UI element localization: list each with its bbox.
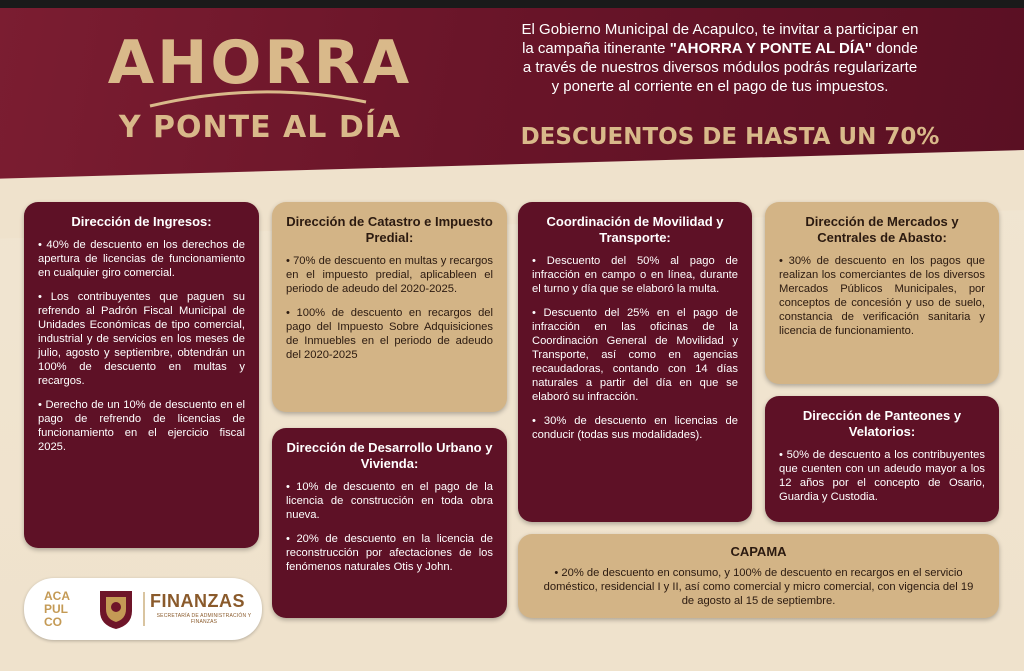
swoosh-decoration xyxy=(148,86,368,108)
card-capama xyxy=(518,534,999,618)
intro-part2: donde a través de nuestros diversos módulos podrás regularizarte y ponerte al corriente en el pago de tus impuestos. xyxy=(522,40,918,95)
card-catastro xyxy=(272,202,507,412)
intro-text xyxy=(520,20,920,96)
logo-divider xyxy=(143,592,145,626)
finanzas-subtitle: SECRETARÍA DE ADMINISTRACIÓN Y FINANZAS xyxy=(156,613,252,625)
card-item: • Los contribuyentes que paguen su refrendo al Padrón Fiscal Municipal de Unidades Económicas de tipo comercial, industrial y de servicios en los meses de julio, agosto y septiembre, obtendrán un 100% de descuento en multas y recargos. xyxy=(38,291,245,387)
card-title: Dirección de Catastro e Impuesto Predial: xyxy=(286,214,493,245)
card-movilidad xyxy=(518,202,752,522)
card-ingresos xyxy=(24,202,259,548)
card-title: Dirección de Ingresos: xyxy=(71,214,212,229)
intro-campaign-name: "AHORRA Y PONTE AL DÍA" xyxy=(669,40,872,57)
card-panteones xyxy=(765,396,999,522)
top-border xyxy=(0,0,1024,8)
card-item: • Derecho de un 10% de descuento en el pago de refrendo de licencias de funcionamiento en el ejercicio fiscal 2025. xyxy=(38,399,245,453)
card-mercados xyxy=(765,202,999,384)
intro-part1: El Gobierno Municipal de Acapulco, te invitar a participar en la campaña itinerante xyxy=(521,21,919,57)
card-item: • 70% de descuento en multas y recargos en el impuesto predial, aplicableen el periodo de adeudo del 2020-2025. xyxy=(286,255,493,295)
card-desarrollo xyxy=(272,428,507,618)
finanzas-brand: FINANZAS xyxy=(150,591,245,611)
wordmark-line: ACA xyxy=(44,589,70,603)
card-item: • Descuento del 50% al pago de infracción en campo o en línea, durante el turno y día que se elaboró la multa. xyxy=(532,255,738,295)
card-item: • 50% de descuento a los contribuyentes que cuenten con un adeudo mayor a los 12 años por el concepto de Osario, Guardia y Custodia. xyxy=(779,449,985,503)
card-item: • 30% de descuento en los pagos que realizan los comerciantes de los diversos Mercados Públicos Municipales, por conceptos de concesión y uso de suelo, constancia de verificación sanitaria y licencia de funcionamiento. xyxy=(779,255,985,337)
headline-main: AHORRA xyxy=(107,28,413,98)
card-title: Coordinación de Movilidad y Transporte: xyxy=(546,214,724,245)
wordmark-line: CO xyxy=(44,615,62,629)
card-item: • 20% de descuento en la licencia de reconstrucción por afectaciones de los fenómenos naturales Otis y John. xyxy=(286,533,493,573)
card-title: CAPAMA xyxy=(730,544,787,559)
card-title: Dirección de Mercados y Centrales de Abasto: xyxy=(805,214,959,245)
wordmark-line: PUL xyxy=(44,602,68,616)
card-item: • 10% de descuento en el pago de la licencia de construcción en toda obra nueva. xyxy=(286,481,493,521)
acapulco-wordmark xyxy=(44,590,88,629)
card-item: • 40% de descuento en los derechos de apertura de licencias de funcionamiento en cualquier giro comercial. xyxy=(38,239,245,279)
card-item: • 20% de descuento en consumo, y 100% de descuento en recargos en el servicio doméstico, residencial I y II, así como comercial y micro comercial, con vigencia del 19 de agosto al 15 de septiembre. xyxy=(543,567,974,607)
card-title: Dirección de Desarrollo Urbano y Vivienda: xyxy=(286,440,493,471)
city-seal-icon xyxy=(96,587,136,631)
card-item: • 100% de descuento en recargos del pago del Impuesto Sobre Adquisiciones de Inmuebles en el periodo de adeudo del 2020-2025 xyxy=(286,307,493,361)
headline-sub: Y PONTE AL DÍA xyxy=(118,110,402,145)
card-item: • Descuento del 25% en el pago de infracción en las oficinas de la Coordinación General de Movilidad y Transporte, así como en agencias recaudadoras, contando con 14 días naturales a partir del día en que se elaboró su infracción. xyxy=(532,307,738,403)
card-item: • 30% de descuento en licencias de conducir (todas sus modalidades). xyxy=(532,415,738,441)
discount-banner: DESCUENTOS DE HASTA UN 70% xyxy=(520,124,940,150)
finanzas-logo xyxy=(24,578,262,640)
card-title: Dirección de Panteones y Velatorios: xyxy=(802,408,962,439)
